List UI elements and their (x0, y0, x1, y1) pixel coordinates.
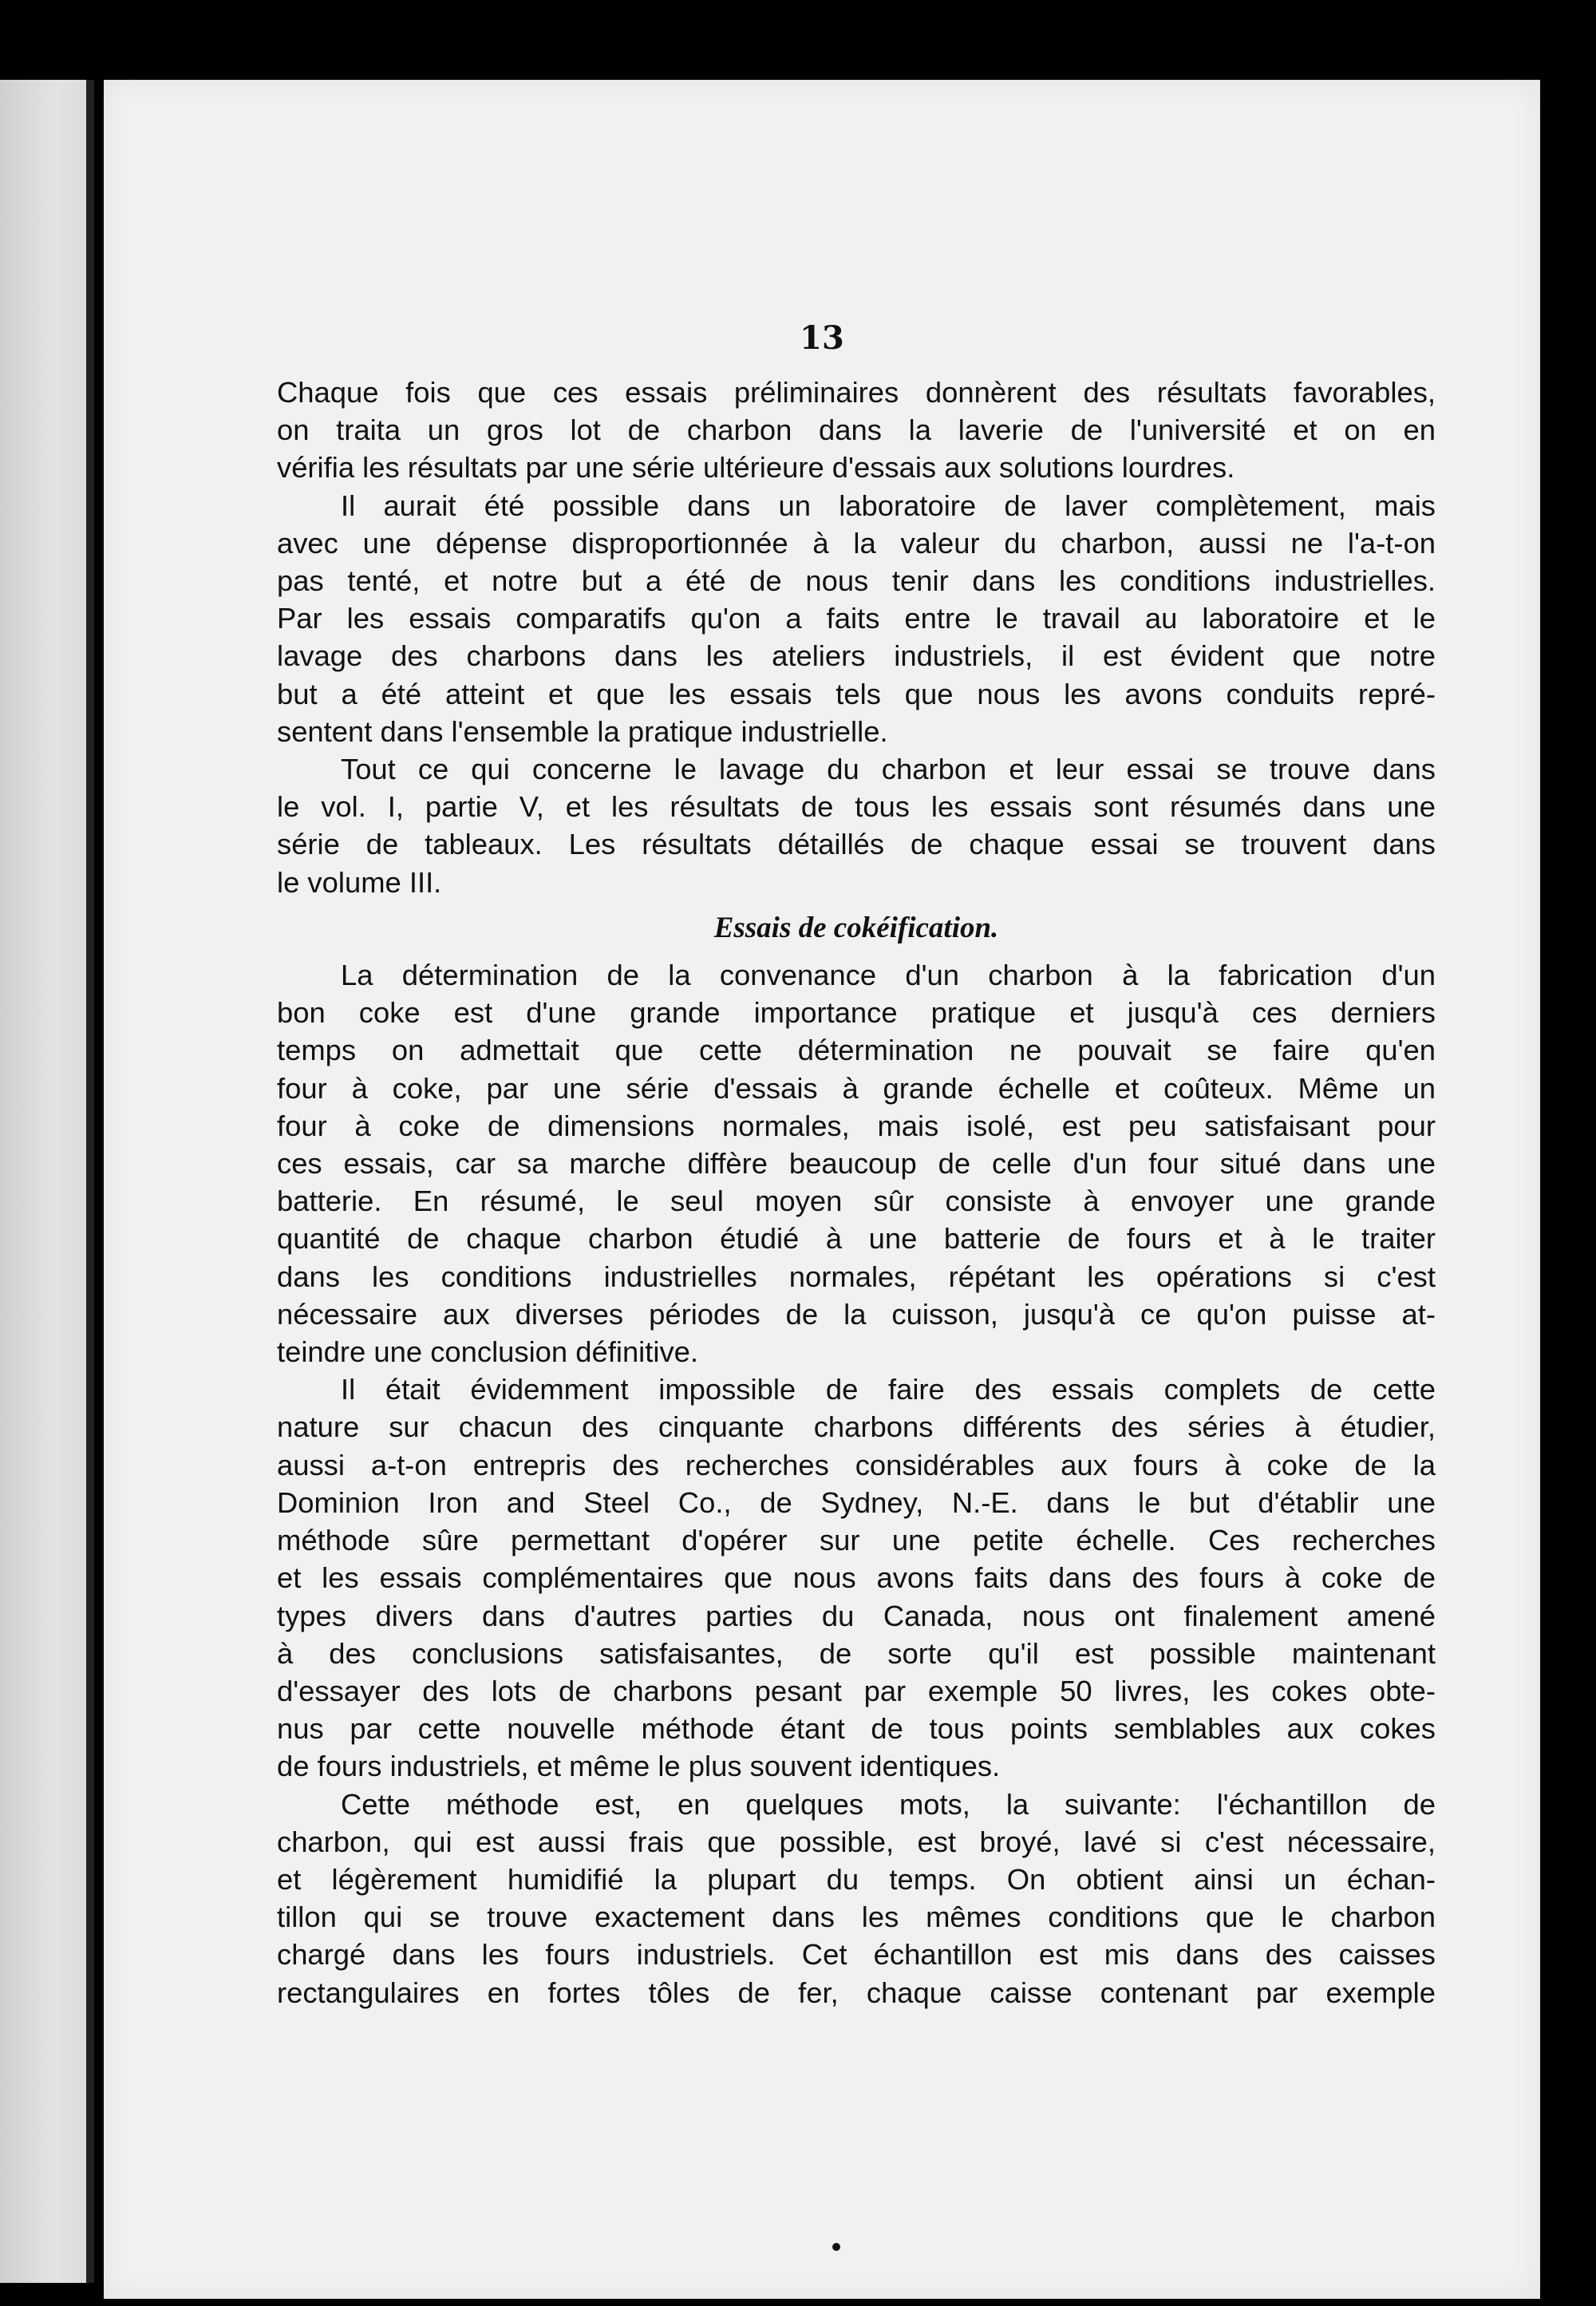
text-line: batterie. En résumé, le seul moyen sûr consiste à envoyer une grande (277, 1185, 1436, 1218)
page-number: 13 (800, 319, 844, 357)
text-line: La détermination de la convenance d'un charbon à la fabrication d'un (341, 959, 1436, 992)
text-line: et les essais complémentaires que nous avons faits dans des fours à coke de (277, 1561, 1436, 1595)
body-text (277, 374, 1436, 2011)
text-line: Dominion Iron and Steel Co., de Sydney, N.-E. dans le but d'établir une (277, 1485, 1436, 1519)
text-line: charbon, qui est aussi frais que possible, est broyé, lavé si c'est nécessaire, (277, 1825, 1436, 1858)
text-line: Par les essais comparatifs qu'on a faits entre le travail au laboratoire et le (277, 602, 1436, 635)
text-line: four à coke, par une série d'essais à grande échelle et coûteux. Même un (277, 1071, 1436, 1105)
text-line: le volume III. (277, 865, 442, 899)
text-line: et légèrement humidifié la plupart du temps. On obtient ainsi un échan- (277, 1862, 1436, 1896)
text-line: Il aurait été possible dans un laboratoire de laver complètement, mais (341, 488, 1436, 522)
text-line: aussi a-t-on entrepris des recherches considérables aux fours à coke de la (277, 1448, 1436, 1481)
text-line: sentent dans l'ensemble la pratique industrielle. (277, 714, 888, 748)
text-line: chargé dans les fours industriels. Cet échantillon est mis dans des caisses (277, 1938, 1436, 1972)
text-line: nus par cette nouvelle méthode étant de tous points semblables aux cokes (277, 1712, 1436, 1746)
text-line: Chaque fois que ces essais préliminaires donnèrent des résultats favorables, (277, 376, 1436, 409)
text-line: Il était évidemment impossible de faire des essais complets de cette (341, 1373, 1436, 1406)
text-line: d'essayer des lots de charbons pesant par exemple 50 livres, les cokes obte- (277, 1674, 1436, 1707)
text-line: bon coke est d'une grande importance pratique et jusqu'à ces derniers (277, 996, 1436, 1030)
text-line: types divers dans d'autres parties du Canada, nous ont finalement amené (277, 1599, 1436, 1632)
text-line: ces essais, car sa marche diffère beaucoup de celle d'un four situé dans une (277, 1147, 1436, 1181)
text-line: quantité de chaque charbon étudié à une batterie de fours et à le traiter (277, 1222, 1436, 1256)
section-heading: Essais de cokéification. (713, 911, 999, 944)
text-line: Tout ce qui concerne le lavage du charbon et leur essai se trouve dans (341, 753, 1436, 786)
text-line: à des conclusions satisfaisantes, de sorte qu'il est possible maintenant (277, 1636, 1436, 1670)
text-line: dans les conditions industrielles normales, répétant les opérations si c'est (277, 1260, 1436, 1293)
text-line: tillon qui se trouve exactement dans les mêmes conditions que le charbon (277, 1901, 1436, 1934)
text-line: on traita un gros lot de charbon dans la laverie de l'université et on en (277, 413, 1436, 447)
text-line: lavage des charbons dans les ateliers industriels, il est évident que notre (277, 639, 1436, 673)
text-line: nécessaire aux diverses périodes de la cuisson, jusqu'à ce qu'on puisse at- (277, 1297, 1436, 1331)
text-line: four à coke de dimensions normales, mais isolé, est peu satisfaisant pour (277, 1109, 1436, 1142)
text-line: teindre une conclusion définitive. (277, 1335, 699, 1369)
text-line: but a été atteint et que les essais tels que nous les avons conduits repré- (277, 677, 1436, 710)
text-line: pas tenté, et notre but a été de nous tenir dans les conditions industrielles. (277, 564, 1436, 598)
text-line: rectangulaires en fortes tôles de fer, chaque caisse contenant par exemple (277, 1976, 1436, 2009)
document-page (104, 80, 1540, 2299)
text-line: temps on admettait que cette détermination ne pouvait se faire qu'en (277, 1034, 1436, 1067)
text-line: nature sur chacun des cinquante charbons différents des séries à étudier, (277, 1410, 1436, 1444)
text-line: Cette méthode est, en quelques mots, la suivante: l'échantillon de (341, 1787, 1436, 1821)
text-line: vérifia les résultats par une série ultérieure d'essais aux solutions lourdres. (277, 451, 1235, 485)
text-line: avec une dépense disproportionnée à la valeur du charbon, aussi ne l'a-t-on (277, 526, 1436, 560)
binding-edge (86, 80, 94, 2283)
footer-dot (832, 2243, 840, 2251)
previous-page-edge (0, 80, 94, 2283)
text-line: série de tableaux. Les résultats détaillés de chaque essai se trouvent dans (277, 828, 1436, 861)
text-line: de fours industriels, et même le plus souvent identiques. (277, 1750, 1001, 1783)
text-line: méthode sûre permettant d'opérer sur une petite échelle. Ces recherches (277, 1524, 1436, 1557)
text-line: le vol. I, partie V, et les résultats de tous les essais sont résumés dans une (277, 790, 1436, 824)
